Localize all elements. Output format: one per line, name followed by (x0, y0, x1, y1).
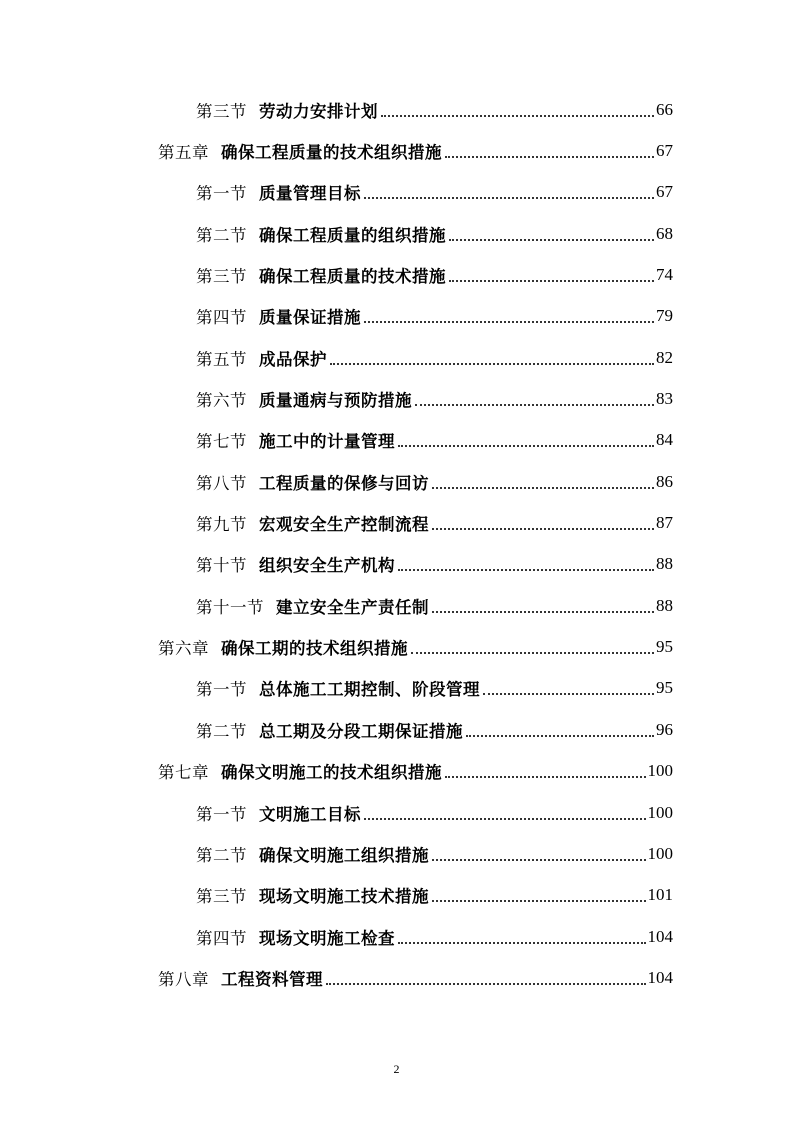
toc-entry-page: 101 (647, 885, 673, 905)
toc-entry-title: 总体施工工期控制、阶段管理 (259, 680, 480, 700)
toc-entry-page: 88 (656, 595, 673, 615)
toc-entry[interactable] (0, 378, 793, 419)
toc-entry-title: 施工中的计量管理 (259, 432, 395, 452)
toc-entry-number: 第一节 (196, 680, 247, 700)
toc-entry[interactable] (0, 626, 793, 667)
toc-entry-title: 总工期及分段工期保证措施 (259, 721, 463, 741)
toc-entry[interactable] (0, 420, 793, 461)
dot-leader (466, 735, 654, 737)
toc-entry-page: 104 (647, 926, 673, 946)
toc-entry-page: 100 (647, 761, 673, 781)
toc-entry[interactable] (0, 916, 793, 957)
toc-entry[interactable] (0, 585, 793, 626)
toc-entry-title: 确保工期的技术组织措施 (221, 639, 408, 659)
dot-leader (364, 321, 654, 323)
dot-leader (326, 983, 646, 985)
toc-entry-number: 第三节 (196, 101, 247, 121)
toc-entry-title: 确保工程质量的组织措施 (259, 225, 446, 245)
toc-entry-page: 100 (647, 843, 673, 863)
toc-entry-title: 工程质量的保修与回访 (259, 473, 429, 493)
toc-entry-number: 第四节 (196, 928, 247, 948)
dot-leader (449, 239, 654, 241)
toc-entry-number: 第九节 (196, 515, 247, 535)
dot-leader (445, 156, 654, 158)
toc-entry-page: 68 (656, 223, 673, 243)
toc-entry-title: 劳动力安排计划 (259, 101, 378, 121)
toc-entry-page: 74 (656, 265, 673, 285)
toc-entry[interactable] (0, 254, 793, 295)
toc-entry-title: 宏观安全生产控制流程 (259, 515, 429, 535)
dot-leader (432, 611, 654, 613)
toc-entry-number: 第八节 (196, 473, 247, 493)
dot-leader (364, 818, 646, 820)
toc-entry-number: 第七节 (196, 432, 247, 452)
page-number: 2 (393, 1062, 400, 1076)
toc-entry-number: 第五章 (158, 143, 209, 163)
toc-entry-page: 100 (647, 802, 673, 822)
toc-entry-number: 第三节 (196, 887, 247, 907)
toc-entry-number: 第三节 (196, 267, 247, 287)
toc-entry[interactable] (0, 172, 793, 213)
toc-entry-page: 96 (656, 719, 673, 739)
toc-entry-page: 95 (656, 637, 673, 657)
toc-entry-title: 确保文明施工的技术组织措施 (221, 763, 442, 783)
toc-entry-title: 文明施工目标 (259, 804, 361, 824)
toc-entry[interactable] (0, 751, 793, 792)
toc-entry-number: 第六章 (158, 639, 209, 659)
toc-entry-number: 第四节 (196, 308, 247, 328)
toc-entry[interactable] (0, 296, 793, 337)
toc-entry-number: 第二节 (196, 225, 247, 245)
dot-leader (398, 942, 646, 944)
toc-entry[interactable] (0, 792, 793, 833)
toc-entry-page: 87 (656, 513, 673, 533)
toc-entry-page: 83 (656, 389, 673, 409)
toc-entry-title: 组织安全生产机构 (259, 556, 395, 576)
toc-entry-title: 质量管理目标 (259, 184, 361, 204)
table-of-contents (0, 89, 793, 999)
toc-entry-page: 66 (656, 99, 673, 119)
dot-leader (364, 197, 654, 199)
toc-entry[interactable] (0, 89, 793, 130)
toc-entry[interactable] (0, 213, 793, 254)
toc-entry-number: 第一节 (196, 804, 247, 824)
toc-entry[interactable] (0, 130, 793, 171)
toc-entry-title: 成品保护 (259, 349, 327, 369)
toc-entry-number: 第八章 (158, 969, 209, 989)
toc-entry-title: 质量保证措施 (259, 308, 361, 328)
dot-leader (432, 487, 654, 489)
dot-leader (445, 776, 646, 778)
toc-entry[interactable] (0, 461, 793, 502)
dot-leader (330, 363, 654, 365)
toc-entry-page: 82 (656, 347, 673, 367)
toc-entry[interactable] (0, 668, 793, 709)
dot-leader (398, 445, 654, 447)
toc-entry-page: 86 (656, 471, 673, 491)
toc-entry-title: 确保工程质量的技术措施 (259, 267, 446, 287)
toc-entry-page: 84 (656, 430, 673, 450)
toc-entry-page: 67 (656, 182, 673, 202)
dot-leader (381, 115, 654, 117)
toc-entry[interactable] (0, 875, 793, 916)
toc-entry[interactable] (0, 337, 793, 378)
toc-entry-number: 第十节 (196, 556, 247, 576)
dot-leader (432, 859, 646, 861)
toc-entry[interactable] (0, 502, 793, 543)
toc-entry-title: 工程资料管理 (221, 969, 323, 989)
toc-entry-number: 第十一节 (196, 597, 264, 617)
toc-entry-number: 第六节 (196, 391, 247, 411)
toc-entry-page: 67 (656, 141, 673, 161)
toc-entry-title: 建立安全生产责任制 (276, 597, 429, 617)
toc-entry-title: 现场文明施工检查 (259, 928, 395, 948)
toc-entry[interactable] (0, 709, 793, 750)
toc-entry[interactable] (0, 957, 793, 998)
toc-entry-page: 79 (656, 306, 673, 326)
toc-entry-title: 确保工程质量的技术组织措施 (221, 143, 442, 163)
dot-leader (449, 280, 654, 282)
dot-leader (432, 900, 646, 902)
toc-entry-number: 第一节 (196, 184, 247, 204)
toc-entry-title: 现场文明施工技术措施 (259, 887, 429, 907)
toc-entry-page: 104 (647, 967, 673, 987)
dot-leader (432, 528, 654, 530)
toc-entry-number: 第七章 (158, 763, 209, 783)
dot-leader (415, 404, 654, 406)
toc-entry-number: 第五节 (196, 349, 247, 369)
dot-leader (483, 693, 654, 695)
toc-entry-number: 第二节 (196, 845, 247, 865)
toc-entry-title: 确保文明施工组织措施 (259, 845, 429, 865)
toc-entry-page: 88 (656, 554, 673, 574)
toc-entry-page: 95 (656, 678, 673, 698)
dot-leader (398, 569, 654, 571)
toc-entry-title: 质量通病与预防措施 (259, 391, 412, 411)
toc-entry-number: 第二节 (196, 721, 247, 741)
toc-entry[interactable] (0, 833, 793, 874)
toc-entry[interactable] (0, 544, 793, 585)
dot-leader (411, 652, 654, 654)
